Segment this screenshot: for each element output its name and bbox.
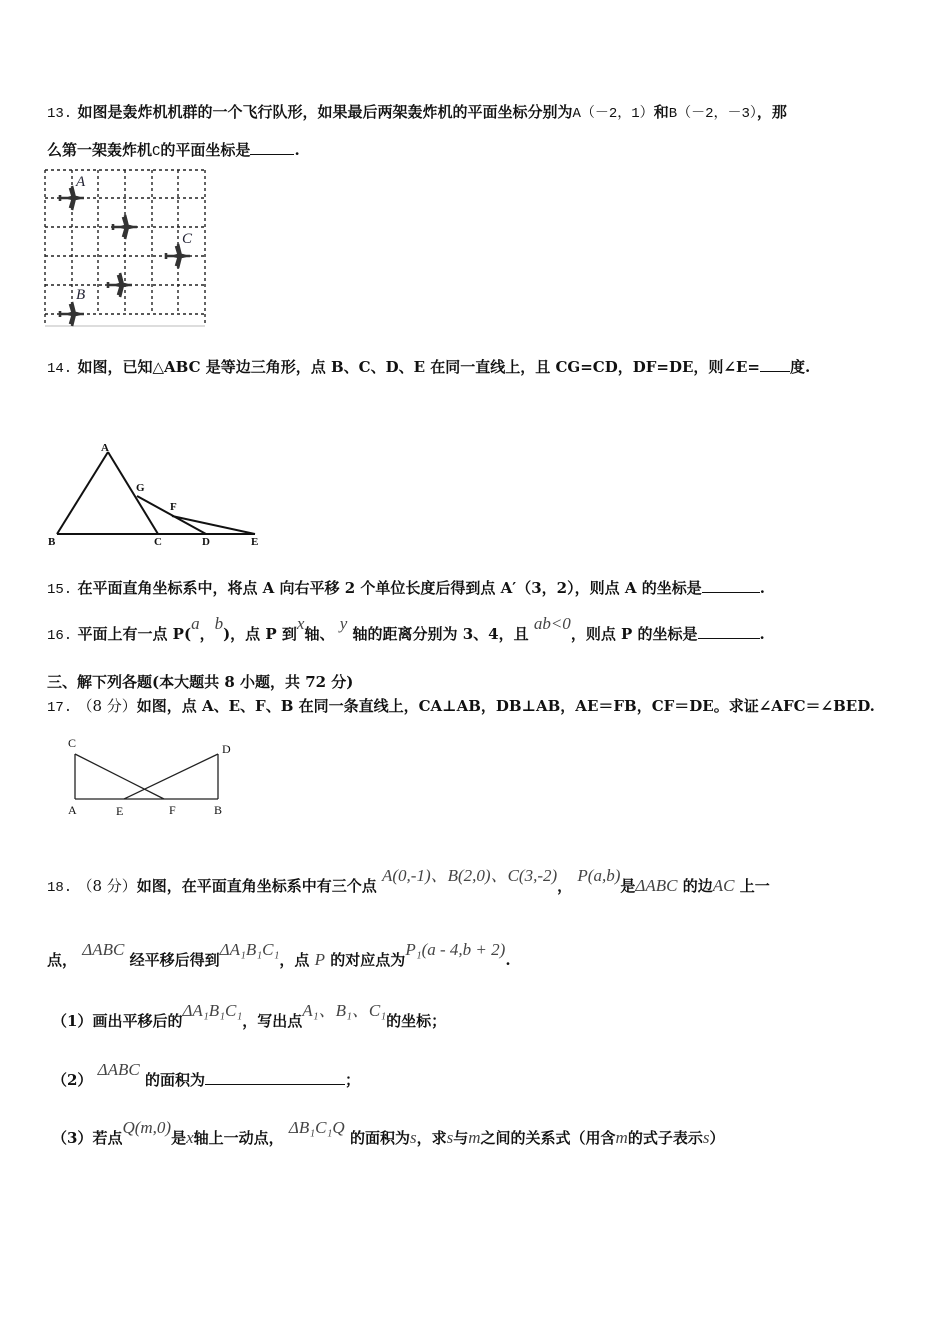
q18-sub2-answer-blank[interactable] (205, 1070, 345, 1085)
q17-line (47, 696, 875, 718)
q18-text-c: 的边 (682, 877, 713, 895)
section3-title: 三、解下列各题(本大题共 8 小题，共 72 分) (47, 673, 354, 691)
q16-answer-blank[interactable] (698, 624, 760, 639)
q18-sub1-text-a: 画出平移后的 (92, 1012, 183, 1030)
q13-point-b: B（－2，－3） (668, 106, 757, 122)
q18-period: . (505, 951, 511, 969)
q18-line1 (47, 866, 770, 898)
q18-sub3-text-d: 的面积为 (349, 1129, 410, 1147)
q14-label-b: B (48, 536, 56, 548)
q16-var-x: x (296, 614, 305, 633)
q13-text: 如图是轰炸机机群的一个飞行队形，如果最后两架轰炸机的平面坐标分别为 (77, 103, 573, 121)
q18-sub3-var-m: m (468, 1128, 481, 1147)
q13-answer-blank[interactable] (250, 140, 294, 155)
q15-number: 15. (47, 582, 73, 598)
q14-label-f: F (170, 501, 177, 513)
q14-label-c: C (154, 536, 162, 548)
q18-text-a: 如图，在平面直角坐标系中有三个点 (136, 877, 377, 895)
q13-text-end: ，那 (756, 103, 787, 121)
q18-sub1-text-c: 的坐标； (386, 1012, 447, 1030)
q18-triangle: ΔABC (635, 876, 678, 895)
q13-text2b: 的平面坐标是 (160, 141, 251, 159)
q16-comma: ， (199, 625, 215, 643)
q13-period: . (294, 141, 300, 159)
q18-sub3-text-h: 的式子表示 (627, 1129, 703, 1147)
q18-sub3-var-m2: m (615, 1128, 628, 1147)
q18-sub3-text-b: 是 (171, 1129, 187, 1147)
q18-sub1-points: A₁、B₁、C₁ (302, 1001, 387, 1020)
q17-label-c: C (68, 736, 77, 750)
q18-sub3-text-e: ，求 (416, 1129, 447, 1147)
q16-var-y: y (339, 614, 348, 633)
airplane-icon-2 (113, 215, 137, 239)
q13-line2 (47, 140, 300, 162)
q18-line2-b: 经平移后得到 (129, 951, 220, 969)
q18-number: 18. (47, 880, 73, 896)
q15-line (47, 578, 765, 600)
q18-line2-d: 的对应点为 (330, 951, 406, 969)
q18-sub3-var-s2: s (446, 1128, 454, 1147)
q18-sub3-var-s: s (409, 1128, 417, 1147)
q15-text: 在平面直角坐标系中，将点 A 向右平移 2 个单位长度后得到点 A′（3，2），则点 A 的坐标是 (77, 579, 702, 597)
q17-score: （8 分） (77, 697, 137, 715)
q18-sub3-end: ） (709, 1129, 725, 1147)
q18-sub3-text-f: 与 (453, 1129, 469, 1147)
q16-var-a: a (191, 614, 200, 633)
q16-text-c: 轴、 (304, 625, 335, 643)
q13-and: 和 (653, 103, 669, 121)
q14-number: 14. (47, 361, 73, 377)
q16-number: 16. (47, 628, 73, 644)
q14-label-e: E (251, 536, 259, 548)
q13-number: 13. (47, 106, 73, 122)
q14-label-g: G (136, 482, 145, 494)
q18-sub3-text-c: 轴上一动点， (193, 1129, 284, 1147)
q14-figure-triangle (44, 440, 274, 555)
q18-line2-c: ，点 (279, 951, 310, 969)
q13-point-c: C (152, 144, 161, 160)
q18-sub1-triangle: ΔA₁B₁C₁ (182, 1001, 243, 1020)
q18-score: （8 分） (77, 877, 137, 895)
q18-sub3-triangle: ΔB₁C₁Q (288, 1118, 345, 1137)
q18-sub1 (52, 1001, 447, 1031)
q18-sub3 (52, 1118, 725, 1148)
airplane-icon-4 (108, 273, 132, 297)
q13-label-c: C (182, 231, 193, 247)
q16-text-e: ，则点 P 的坐标是 (570, 625, 698, 643)
q16-period: . (759, 625, 765, 643)
q17-number: 17. (47, 700, 73, 716)
q17-label-d: D (222, 742, 231, 756)
q18-sub2-triangle: ΔABC (97, 1060, 140, 1079)
q14-text-end: 度. (789, 358, 811, 376)
q18-sub3-text-a: 若点 (92, 1129, 123, 1147)
q16-text-d: 轴的距离分别为 3、4，且 (352, 625, 529, 643)
q18-point-p: P(a,b) (577, 866, 621, 885)
q18-triangle2: ΔABC (82, 940, 125, 959)
q17-text: 如图，点 A、E、F、B 在同一条直线上，CA⊥AB，DB⊥AB，AE＝FB，CF＝DE。求证∠AFC＝∠BED. (136, 697, 875, 715)
q16-var-b: b (214, 614, 224, 633)
q18-side-ac: AC (712, 876, 735, 895)
q14-line (47, 357, 810, 379)
q18-sub2 (52, 1060, 361, 1090)
q17-label-f: F (169, 803, 176, 817)
q14-label-d: D (202, 536, 210, 548)
q14-text: 如图，已知△ABC 是等边三角形，点 B、C、D、E 在同一直线上，且 CG=CD，DF=DE，则∠E= (77, 358, 760, 376)
q15-period: . (759, 579, 765, 597)
q16-condition: ab<0 (533, 614, 571, 633)
q18-sub3-var-s3: s (702, 1128, 710, 1147)
q13-label-b: B (76, 287, 86, 303)
q13-figure-plane-grid (44, 168, 209, 330)
q13-point-a: A（－2，1） (572, 106, 654, 122)
q18-sub3-text-g: 之间的关系式（用含 (480, 1129, 616, 1147)
q18-line2 (47, 940, 511, 970)
q18-sub2-end: ； (345, 1071, 361, 1089)
q14-answer-blank[interactable] (760, 357, 790, 372)
q16-text-a: 平面上有一点 P( (77, 625, 192, 643)
q18-sub1-text-b: ，写出点 (242, 1012, 303, 1030)
q18-points: A(0,-1)、B(2,0)、C(3,-2) (382, 866, 558, 885)
q17-label-b: B (214, 803, 223, 817)
q18-sub2-label: （2） (52, 1071, 93, 1089)
q18-var-p: P (314, 950, 326, 969)
q13-line1 (47, 102, 787, 124)
q18-sub3-point-q: Q(m,0) (122, 1118, 172, 1137)
q17-figure (60, 736, 240, 821)
q18-sub2-text: 的面积为 (145, 1071, 206, 1089)
q17-label-a: A (68, 803, 77, 817)
q16-text-b: )，点 P 到 (223, 625, 297, 643)
q17-label-e: E (116, 804, 124, 818)
q18-text-d: 上一 (739, 877, 770, 895)
q18-point-p1: P₁(a - 4,b + 2) (405, 940, 506, 959)
q18-sub1-label: （1） (52, 1012, 93, 1030)
q13-text2: 么第一架轰炸机 (47, 141, 153, 159)
q13-label-a: A (76, 174, 86, 190)
q15-answer-blank[interactable] (702, 578, 760, 593)
q16-line (47, 614, 765, 646)
q14-label-a: A (101, 442, 109, 454)
q18-comma: ， (557, 877, 573, 895)
airplane-icon-b (60, 302, 84, 326)
q18-sub3-label: （3） (52, 1129, 93, 1147)
q18-triangle-image: ΔA₁B₁C₁ (219, 940, 280, 959)
q18-sub3-var-x: x (186, 1128, 194, 1147)
q18-text-b: 是 (620, 877, 636, 895)
q18-line2-a: 点， (47, 951, 78, 969)
